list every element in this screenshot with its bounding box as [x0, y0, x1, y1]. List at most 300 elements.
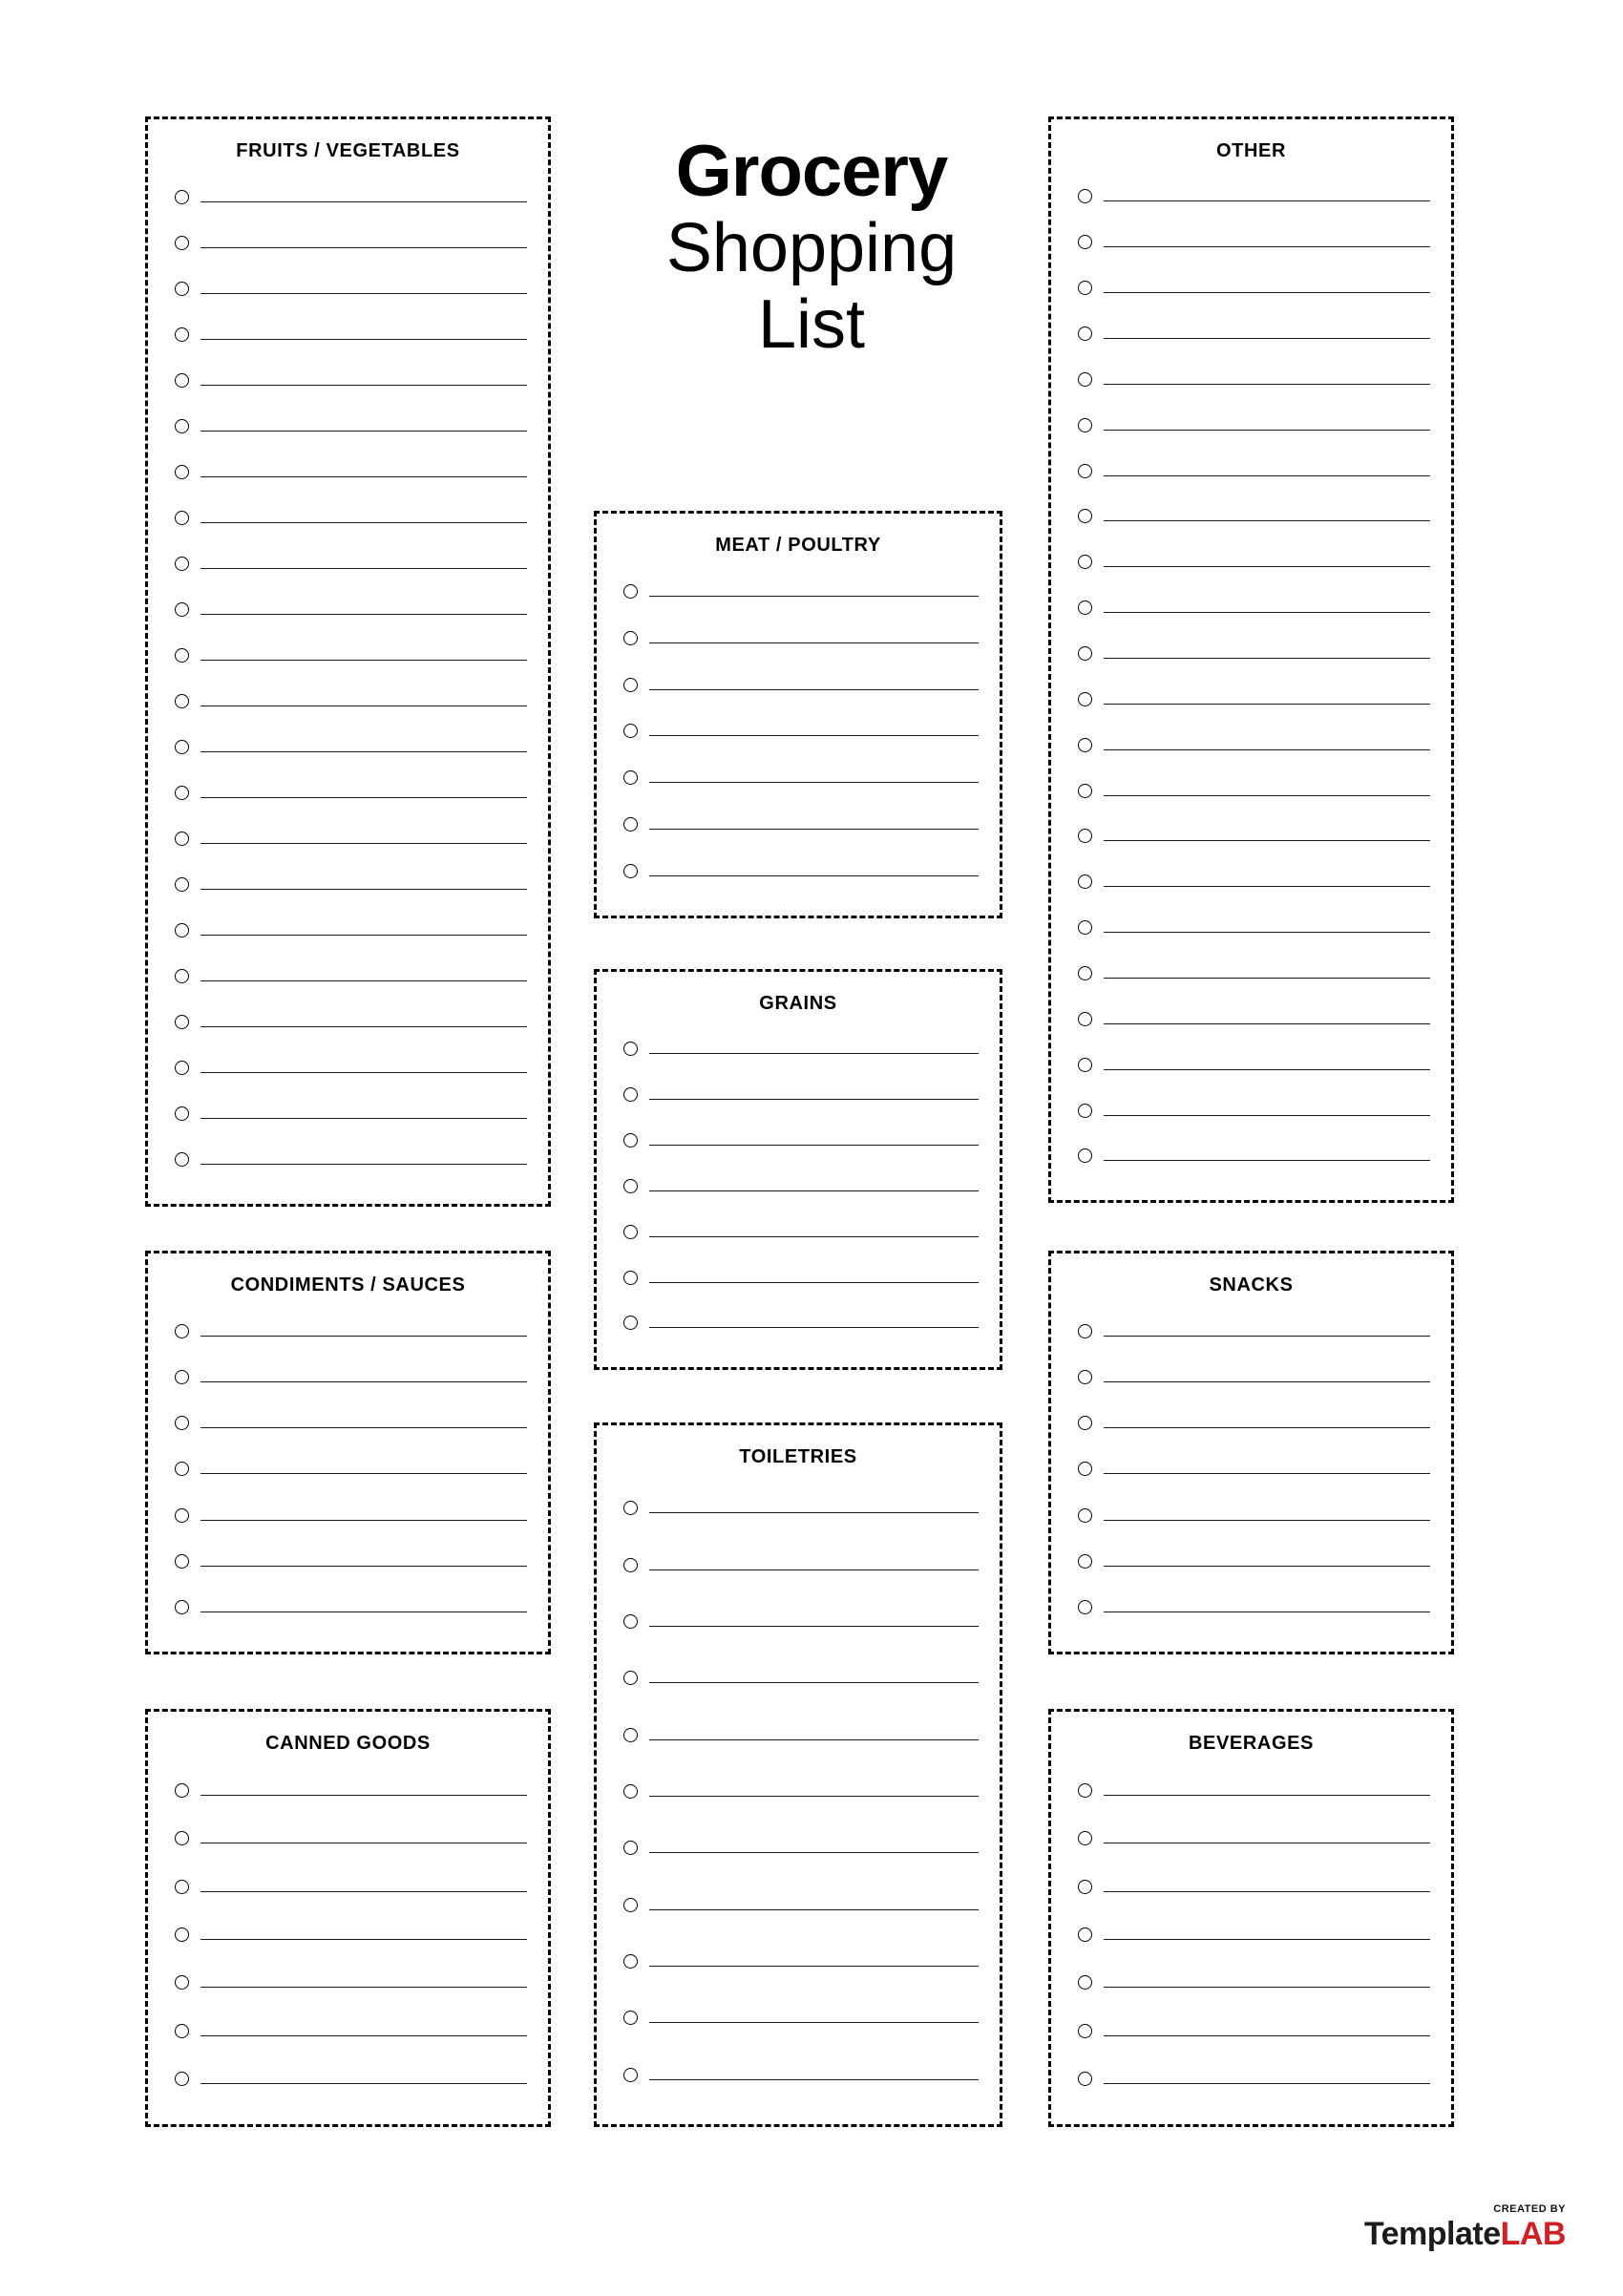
checkbox-circle-icon[interactable]	[1078, 1600, 1092, 1614]
checklist-item[interactable]	[1078, 1492, 1430, 1538]
checklist-item[interactable]	[623, 1300, 979, 1346]
write-in-line[interactable]	[1104, 2083, 1430, 2084]
checkbox-circle-icon[interactable]	[1078, 600, 1092, 615]
checklist-item[interactable]	[623, 1706, 979, 1762]
checkbox-circle-icon[interactable]	[1078, 281, 1092, 295]
write-in-line[interactable]	[1104, 704, 1430, 705]
checklist-item[interactable]	[175, 1091, 527, 1137]
checkbox-circle-icon[interactable]	[175, 2072, 189, 2086]
write-in-line[interactable]	[200, 1381, 527, 1382]
checklist-item[interactable]	[175, 1910, 527, 1958]
section-title-canned-goods: CANNED GOODS	[265, 1733, 431, 1754]
write-in-line[interactable]	[200, 751, 527, 752]
checkbox-circle-icon[interactable]	[175, 1831, 189, 1845]
checklist-item[interactable]	[1078, 859, 1430, 905]
checkbox-circle-icon[interactable]	[175, 190, 189, 204]
checkbox-circle-icon[interactable]	[1078, 2024, 1092, 2038]
checkbox-circle-icon[interactable]	[1078, 1508, 1092, 1523]
write-in-line[interactable]	[1104, 658, 1430, 659]
checklist-item[interactable]	[175, 357, 527, 403]
checklist-item[interactable]	[623, 754, 979, 801]
checklist-item[interactable]	[1078, 220, 1430, 265]
checklist-item[interactable]	[1078, 2007, 1430, 2054]
write-in-line[interactable]	[200, 201, 527, 202]
checkbox-circle-icon[interactable]	[1078, 235, 1092, 249]
write-in-line[interactable]	[649, 1796, 979, 1797]
write-in-line[interactable]	[1104, 749, 1430, 750]
write-in-line[interactable]	[1104, 1381, 1430, 1382]
checkbox-circle-icon[interactable]	[1078, 874, 1092, 889]
write-in-line[interactable]	[1104, 1160, 1430, 1161]
checkbox-circle-icon[interactable]	[1078, 418, 1092, 432]
write-in-line[interactable]	[649, 2022, 979, 2023]
checkbox-circle-icon[interactable]	[1078, 1927, 1092, 1942]
checkbox-circle-icon[interactable]	[1078, 1880, 1092, 1894]
checkbox-circle-icon[interactable]	[1078, 326, 1092, 341]
checkbox-circle-icon[interactable]	[175, 694, 189, 708]
checklist-item[interactable]	[175, 769, 527, 815]
checkbox-circle-icon[interactable]	[623, 1087, 638, 1102]
checklist-item[interactable]	[1078, 356, 1430, 402]
checkbox-circle-icon[interactable]	[623, 1671, 638, 1685]
write-in-line[interactable]	[649, 1145, 979, 1146]
write-in-line[interactable]	[200, 1427, 527, 1428]
checkbox-circle-icon[interactable]	[1078, 372, 1092, 387]
checkbox-circle-icon[interactable]	[623, 770, 638, 785]
write-in-line[interactable]	[1104, 1939, 1430, 1940]
checkbox-circle-icon[interactable]	[175, 419, 189, 433]
checklist-item[interactable]	[175, 1000, 527, 1045]
checkbox-circle-icon[interactable]	[623, 1133, 638, 1148]
checkbox-circle-icon[interactable]	[1078, 555, 1092, 569]
write-in-line[interactable]	[649, 1626, 979, 1627]
section-beverages	[1048, 1709, 1454, 2127]
write-in-line[interactable]	[649, 782, 979, 783]
checkbox-circle-icon[interactable]	[1078, 920, 1092, 935]
checkbox-circle-icon[interactable]	[623, 1558, 638, 1572]
write-in-line[interactable]	[200, 385, 527, 386]
checklist-item[interactable]	[1078, 631, 1430, 677]
write-in-line[interactable]	[200, 293, 527, 294]
checkbox-circle-icon[interactable]	[175, 1015, 189, 1029]
checkbox-circle-icon[interactable]	[1078, 1416, 1092, 1430]
checkbox-circle-icon[interactable]	[175, 1152, 189, 1167]
write-in-line[interactable]	[649, 829, 979, 830]
checklist-item[interactable]	[623, 1118, 979, 1164]
checklist-item[interactable]	[175, 265, 527, 311]
write-in-line[interactable]	[649, 1053, 979, 1054]
write-in-line[interactable]	[1104, 1987, 1430, 1988]
write-in-line[interactable]	[1104, 200, 1430, 201]
checkbox-circle-icon[interactable]	[623, 1316, 638, 1330]
write-in-line[interactable]	[200, 1987, 527, 1988]
title-line-2: Shopping	[665, 209, 958, 286]
checklist-item[interactable]	[175, 908, 527, 954]
checkbox-circle-icon[interactable]	[623, 864, 638, 878]
checklist-item[interactable]	[1078, 1401, 1430, 1446]
write-in-line[interactable]	[1104, 795, 1430, 796]
checklist-item[interactable]	[175, 1814, 527, 1862]
checklist-item[interactable]	[1078, 1766, 1430, 1814]
write-in-line[interactable]	[649, 1327, 979, 1328]
checkbox-circle-icon[interactable]	[175, 282, 189, 296]
checkbox-circle-icon[interactable]	[175, 740, 189, 754]
checklist-item[interactable]	[623, 1254, 979, 1300]
checklist-item[interactable]	[1078, 311, 1430, 357]
checklist-item[interactable]	[623, 708, 979, 755]
write-in-line[interactable]	[1104, 566, 1430, 567]
write-in-line[interactable]	[1104, 1520, 1430, 1521]
section-title-meat-poultry: MEAT / POULTRY	[715, 535, 881, 556]
checklist-item[interactable]	[1078, 996, 1430, 1042]
checklist-item[interactable]	[623, 568, 979, 615]
checkbox-circle-icon[interactable]	[1078, 829, 1092, 843]
checklist-item[interactable]	[623, 1877, 979, 1933]
checkbox-circle-icon[interactable]	[175, 1462, 189, 1476]
checklist-item[interactable]	[1078, 539, 1430, 585]
checkbox-circle-icon[interactable]	[175, 1416, 189, 1430]
write-in-line[interactable]	[200, 935, 527, 936]
write-in-line[interactable]	[200, 1939, 527, 1940]
checklist-item[interactable]	[1078, 1087, 1430, 1133]
checkbox-circle-icon[interactable]	[175, 1880, 189, 1894]
checkbox-circle-icon[interactable]	[1078, 966, 1092, 980]
checkbox-circle-icon[interactable]	[175, 1508, 189, 1523]
write-in-line[interactable]	[200, 1072, 527, 1073]
write-in-line[interactable]	[200, 2035, 527, 2036]
write-in-line[interactable]	[1104, 978, 1430, 979]
checkbox-circle-icon[interactable]	[175, 786, 189, 800]
checklist-item[interactable]	[623, 1990, 979, 2046]
write-in-line[interactable]	[1104, 338, 1430, 339]
footer-logo	[1364, 2204, 1566, 2250]
write-in-line[interactable]	[1104, 1473, 1430, 1474]
checkbox-circle-icon[interactable]	[175, 236, 189, 250]
checkbox-circle-icon[interactable]	[175, 1783, 189, 1798]
write-in-line[interactable]	[1104, 1566, 1430, 1567]
checklist-item[interactable]	[623, 1209, 979, 1254]
checklist-item[interactable]	[1078, 448, 1430, 494]
checklist-item[interactable]	[1078, 1585, 1430, 1631]
section-toiletries	[594, 1422, 1002, 2127]
checkbox-circle-icon[interactable]	[623, 1179, 638, 1193]
checklist-item[interactable]	[1078, 1814, 1430, 1862]
checklist-item[interactable]	[175, 1538, 527, 1584]
write-in-line[interactable]	[649, 1966, 979, 1967]
checkbox-circle-icon[interactable]	[175, 1061, 189, 1075]
checklist-item[interactable]	[175, 449, 527, 495]
checklist-item[interactable]	[623, 2047, 979, 2103]
write-in-line[interactable]	[200, 1611, 527, 1612]
checkbox-circle-icon[interactable]	[1078, 1975, 1092, 1990]
write-in-line[interactable]	[200, 889, 527, 890]
checkbox-circle-icon[interactable]	[623, 678, 638, 692]
checkbox-circle-icon[interactable]	[175, 327, 189, 342]
checkbox-circle-icon[interactable]	[175, 1554, 189, 1569]
checklist-item[interactable]	[175, 174, 527, 220]
checklist-item[interactable]	[1078, 1910, 1430, 1958]
checkbox-circle-icon[interactable]	[175, 373, 189, 388]
checkbox-circle-icon[interactable]	[623, 1614, 638, 1629]
write-in-line[interactable]	[1104, 1069, 1430, 1070]
write-in-line[interactable]	[649, 1512, 979, 1513]
checkbox-circle-icon[interactable]	[623, 1042, 638, 1056]
checklist-item[interactable]	[175, 1863, 527, 1910]
checklist-item[interactable]	[1078, 1863, 1430, 1910]
write-in-line[interactable]	[1104, 1611, 1430, 1612]
checklist-item[interactable]	[623, 1763, 979, 1820]
checklist-item[interactable]	[1078, 174, 1430, 220]
write-in-line[interactable]	[649, 875, 979, 876]
checklist-item[interactable]	[175, 1492, 527, 1538]
write-in-line[interactable]	[200, 1566, 527, 1567]
write-in-line[interactable]	[1104, 612, 1430, 613]
checklist-item[interactable]	[1078, 1133, 1430, 1179]
checkbox-circle-icon[interactable]	[1078, 1324, 1092, 1338]
write-in-line[interactable]	[200, 1795, 527, 1796]
checklist-item[interactable]	[175, 403, 527, 449]
checklist-item[interactable]	[623, 1820, 979, 1876]
checkbox-circle-icon[interactable]	[623, 1898, 638, 1912]
checkbox-circle-icon[interactable]	[623, 2011, 638, 2025]
write-in-line[interactable]	[200, 1118, 527, 1119]
checkbox-circle-icon[interactable]	[623, 1784, 638, 1799]
checkbox-circle-icon[interactable]	[175, 465, 189, 479]
checklist-item[interactable]	[1078, 494, 1430, 539]
write-in-line[interactable]	[200, 1164, 527, 1165]
checklist-item[interactable]	[1078, 2055, 1430, 2103]
checklist-item[interactable]	[1078, 1538, 1430, 1584]
checkbox-circle-icon[interactable]	[1078, 464, 1092, 478]
checklist-item[interactable]	[175, 2007, 527, 2054]
checkbox-circle-icon[interactable]	[175, 1324, 189, 1338]
write-in-line[interactable]	[200, 843, 527, 844]
write-in-line[interactable]	[649, 1282, 979, 1283]
checklist-item[interactable]	[1078, 265, 1430, 311]
checklist-item[interactable]	[1078, 813, 1430, 859]
checkbox-circle-icon[interactable]	[1078, 692, 1092, 706]
write-in-line[interactable]	[649, 1852, 979, 1853]
checklist-item[interactable]	[175, 311, 527, 357]
checkbox-circle-icon[interactable]	[623, 1501, 638, 1515]
checkbox-circle-icon[interactable]	[623, 724, 638, 738]
write-in-line[interactable]	[200, 431, 527, 432]
checklist-item[interactable]	[1078, 585, 1430, 631]
checkbox-circle-icon[interactable]	[1078, 189, 1092, 203]
checkbox-circle-icon[interactable]	[175, 2024, 189, 2038]
section-canned-goods	[145, 1709, 551, 2127]
checklist-item[interactable]	[175, 2055, 527, 2103]
checkbox-circle-icon[interactable]	[1078, 646, 1092, 661]
write-in-line[interactable]	[1104, 475, 1430, 476]
checkbox-circle-icon[interactable]	[175, 832, 189, 846]
checkbox-circle-icon[interactable]	[623, 817, 638, 832]
checkbox-circle-icon[interactable]	[1078, 1012, 1092, 1026]
checklist-item[interactable]	[175, 1585, 527, 1631]
checkbox-circle-icon[interactable]	[1078, 2072, 1092, 2086]
write-in-line[interactable]	[200, 476, 527, 477]
write-in-line[interactable]	[649, 596, 979, 597]
checkbox-circle-icon[interactable]	[1078, 1462, 1092, 1476]
checklist-item[interactable]	[623, 801, 979, 848]
checkbox-circle-icon[interactable]	[1078, 1148, 1092, 1163]
checklist-item[interactable]	[175, 1045, 527, 1091]
write-in-line[interactable]	[200, 1520, 527, 1521]
checkbox-circle-icon[interactable]	[623, 1225, 638, 1239]
checklist-item[interactable]	[1078, 905, 1430, 951]
checklist-item[interactable]	[1078, 1308, 1430, 1354]
write-in-line[interactable]	[200, 797, 527, 798]
checklist-item[interactable]	[623, 1536, 979, 1592]
write-in-line[interactable]	[200, 339, 527, 340]
write-in-line[interactable]	[200, 1026, 527, 1027]
write-in-line[interactable]	[1104, 520, 1430, 521]
checkbox-circle-icon[interactable]	[1078, 1554, 1092, 1569]
checklist-item[interactable]	[175, 1446, 527, 1492]
write-in-line[interactable]	[649, 1190, 979, 1191]
write-in-line[interactable]	[1104, 246, 1430, 247]
checkbox-circle-icon[interactable]	[623, 1728, 638, 1742]
write-in-line[interactable]	[1104, 1891, 1430, 1892]
checklist-item[interactable]	[623, 662, 979, 708]
checklist-item[interactable]	[175, 495, 527, 540]
checklist-item[interactable]	[175, 1354, 527, 1400]
checklist-item[interactable]	[175, 586, 527, 632]
write-in-line[interactable]	[200, 1891, 527, 1892]
checklist-item[interactable]	[623, 1164, 979, 1210]
write-in-line[interactable]	[200, 1336, 527, 1337]
checkbox-circle-icon[interactable]	[1078, 1104, 1092, 1118]
checklist-item[interactable]	[175, 632, 527, 678]
write-in-line[interactable]	[649, 1909, 979, 1910]
checkbox-circle-icon[interactable]	[175, 1106, 189, 1121]
footer-brand	[1364, 2218, 1566, 2250]
checkbox-circle-icon[interactable]	[175, 511, 189, 525]
checklist-item[interactable]	[623, 1650, 979, 1706]
checklist-item[interactable]	[175, 540, 527, 586]
write-in-line[interactable]	[649, 689, 979, 690]
write-in-line[interactable]	[1104, 932, 1430, 933]
checkbox-circle-icon[interactable]	[175, 648, 189, 663]
checkbox-circle-icon[interactable]	[175, 1600, 189, 1614]
checkbox-circle-icon[interactable]	[1078, 1370, 1092, 1384]
checkbox-circle-icon[interactable]	[623, 631, 638, 645]
write-in-line[interactable]	[200, 2083, 527, 2084]
section-meat-poultry	[594, 511, 1002, 918]
section-title-beverages: BEVERAGES	[1189, 1733, 1314, 1754]
checklist-item[interactable]	[1078, 1042, 1430, 1087]
write-in-line[interactable]	[1104, 1427, 1430, 1428]
write-in-line[interactable]	[649, 2079, 979, 2080]
checkbox-circle-icon[interactable]	[1078, 1058, 1092, 1072]
write-in-line[interactable]	[649, 1739, 979, 1740]
checkbox-circle-icon[interactable]	[175, 923, 189, 937]
write-in-line[interactable]	[200, 980, 527, 981]
checkbox-circle-icon[interactable]	[175, 1975, 189, 1990]
checkbox-circle-icon[interactable]	[175, 877, 189, 892]
write-in-line[interactable]	[200, 660, 527, 661]
checkbox-circle-icon[interactable]	[175, 1927, 189, 1942]
checklist-item[interactable]	[175, 1766, 527, 1814]
checkbox-circle-icon[interactable]	[1078, 509, 1092, 523]
write-in-line[interactable]	[200, 247, 527, 248]
checklist-item[interactable]	[623, 1026, 979, 1072]
checkbox-circle-icon[interactable]	[175, 602, 189, 617]
checklist-item[interactable]	[175, 954, 527, 1000]
checklist-item[interactable]	[623, 1933, 979, 1990]
checklist-item[interactable]	[1078, 768, 1430, 813]
checkbox-circle-icon[interactable]	[623, 1954, 638, 1969]
checklist-item[interactable]	[1078, 1959, 1430, 2007]
write-in-line[interactable]	[649, 735, 979, 736]
write-in-line[interactable]	[649, 1099, 979, 1100]
checklist-item[interactable]	[1078, 676, 1430, 722]
footer-brand-red: LAB	[1500, 2216, 1566, 2252]
checkbox-circle-icon[interactable]	[1078, 1831, 1092, 1845]
checkbox-circle-icon[interactable]	[175, 1370, 189, 1384]
checklist-item[interactable]	[623, 848, 979, 895]
checklist-item[interactable]	[623, 1593, 979, 1650]
checklist-item[interactable]	[175, 861, 527, 907]
checklist-item[interactable]	[623, 1072, 979, 1118]
checkbox-circle-icon[interactable]	[1078, 738, 1092, 752]
checklist-item[interactable]	[175, 815, 527, 861]
checkbox-circle-icon[interactable]	[1078, 784, 1092, 798]
checklist-item[interactable]	[1078, 722, 1430, 768]
write-in-line[interactable]	[1104, 1115, 1430, 1116]
checklist-item[interactable]	[623, 1480, 979, 1536]
write-in-line[interactable]	[1104, 840, 1430, 841]
checklist-item[interactable]	[175, 1137, 527, 1183]
write-in-line[interactable]	[649, 1682, 979, 1683]
write-in-line[interactable]	[200, 568, 527, 569]
write-in-line[interactable]	[1104, 886, 1430, 887]
write-in-line[interactable]	[200, 1473, 527, 1474]
checkbox-circle-icon[interactable]	[623, 584, 638, 599]
checkbox-circle-icon[interactable]	[1078, 1783, 1092, 1798]
write-in-line[interactable]	[649, 642, 979, 643]
checklist-item[interactable]	[175, 1308, 527, 1354]
checklist-item[interactable]	[623, 615, 979, 662]
checklist-item[interactable]	[1078, 402, 1430, 448]
write-in-line[interactable]	[1104, 384, 1430, 385]
write-in-line[interactable]	[1104, 292, 1430, 293]
checkbox-circle-icon[interactable]	[175, 969, 189, 983]
write-in-line[interactable]	[1104, 1023, 1430, 1024]
checkbox-circle-icon[interactable]	[623, 2068, 638, 2082]
checkbox-circle-icon[interactable]	[175, 557, 189, 571]
checklist-item[interactable]	[175, 220, 527, 265]
checklist-item[interactable]	[175, 1959, 527, 2007]
write-in-line[interactable]	[649, 1236, 979, 1237]
write-in-line[interactable]	[200, 614, 527, 615]
checklist-item[interactable]	[1078, 1354, 1430, 1400]
section-rows-fruits-vegetables	[148, 174, 548, 1192]
write-in-line[interactable]	[1104, 1336, 1430, 1337]
checklist-item[interactable]	[175, 678, 527, 724]
checklist-item[interactable]	[175, 1401, 527, 1446]
checklist-item[interactable]	[1078, 1446, 1430, 1492]
write-in-line[interactable]	[200, 522, 527, 523]
write-in-line[interactable]	[1104, 1795, 1430, 1796]
checklist-item[interactable]	[1078, 951, 1430, 997]
checkbox-circle-icon[interactable]	[623, 1271, 638, 1285]
write-in-line[interactable]	[1104, 430, 1430, 431]
write-in-line[interactable]	[1104, 2035, 1430, 2036]
write-in-line[interactable]	[649, 1569, 979, 1570]
checkbox-circle-icon[interactable]	[623, 1841, 638, 1855]
checklist-item[interactable]	[175, 724, 527, 769]
